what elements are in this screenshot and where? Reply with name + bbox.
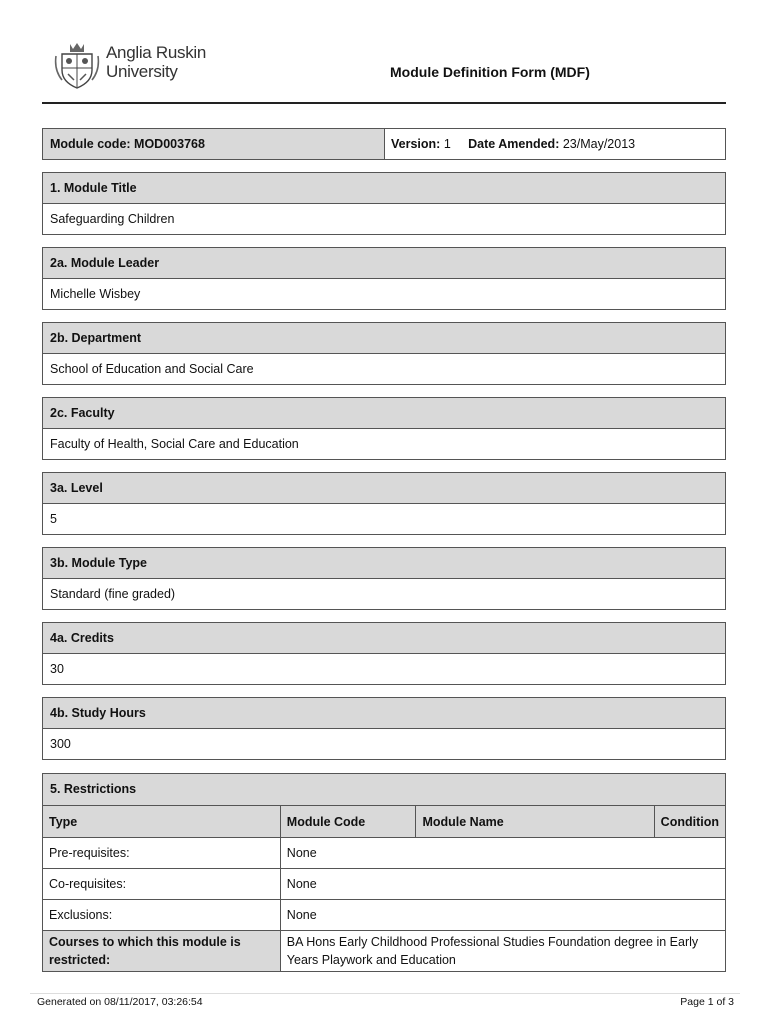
restriction-value: None — [280, 838, 725, 869]
restriction-type: Co-requisites: — [43, 869, 280, 900]
section-heading: 2c. Faculty — [43, 398, 725, 429]
table-row — [43, 869, 725, 900]
section-faculty — [42, 397, 726, 460]
section-heading: 3b. Module Type — [43, 548, 725, 579]
restriction-value: None — [280, 900, 725, 931]
table-header-row — [43, 806, 725, 838]
section-department — [42, 322, 726, 385]
date-amended-value: 23/May/2013 — [562, 137, 636, 151]
section-heading: 4a. Credits — [43, 623, 725, 654]
section-module-leader — [42, 247, 726, 310]
courses-value: BA Hons Early Childhood Professional Studies Foundation degree in Early Years Playwork and Education — [280, 931, 725, 972]
version-value: 1 — [443, 137, 451, 151]
generated-timestamp: Generated on 08/11/2017, 03:26:54 — [37, 996, 203, 1008]
module-code-value: MOD003768 — [134, 137, 205, 151]
module-code-cell — [43, 129, 385, 159]
section-value: Faculty of Health, Social Care and Education — [50, 437, 299, 451]
table-row — [43, 931, 725, 972]
table-row — [43, 900, 725, 931]
section-heading: 4b. Study Hours — [43, 698, 725, 729]
column-header-condition: Condition — [654, 806, 725, 838]
section-heading: 3a. Level — [43, 473, 725, 504]
section-value: 300 — [50, 737, 71, 751]
section-module-title — [42, 172, 726, 235]
version-label: Version: — [391, 137, 441, 151]
date-amended-label: Date Amended: — [468, 137, 560, 151]
version-cell — [385, 129, 635, 159]
restrictions-table — [43, 805, 725, 971]
restriction-value: None — [280, 869, 725, 900]
section-credits — [42, 622, 726, 685]
org-name-line1: Anglia Ruskin — [106, 43, 207, 62]
column-header-type: Type — [43, 806, 280, 838]
university-logo — [54, 40, 224, 90]
section-heading: 1. Module Title — [43, 173, 725, 204]
section-value: Safeguarding Children — [50, 212, 175, 226]
restriction-type: Pre-requisites: — [43, 838, 280, 869]
section-study-hours — [42, 697, 726, 760]
section-heading: 2a. Module Leader — [43, 248, 725, 279]
section-value: 30 — [50, 662, 64, 676]
section-value: 5 — [50, 512, 57, 526]
section-heading: 5. Restrictions — [43, 774, 725, 805]
restriction-type: Exclusions: — [43, 900, 280, 931]
header-divider — [42, 102, 726, 104]
module-code-row — [42, 128, 726, 160]
section-value: Michelle Wisbey — [50, 287, 141, 301]
page-number: Page 1 of 3 — [680, 996, 734, 1008]
section-level — [42, 472, 726, 535]
crest-icon — [54, 40, 100, 90]
section-value: School of Education and Social Care — [50, 362, 254, 376]
section-restrictions — [42, 773, 726, 972]
form-title: Module Definition Form (MDF) — [390, 64, 590, 80]
courses-label: Courses to which this module is restricted: — [43, 931, 280, 972]
org-name-line2: University — [106, 62, 178, 81]
section-heading: 2b. Department — [43, 323, 725, 354]
module-code-label: Module code: — [50, 137, 131, 151]
section-value: Standard (fine graded) — [50, 587, 176, 601]
column-header-module-code: Module Code — [280, 806, 416, 838]
column-header-module-name: Module Name — [416, 806, 654, 838]
section-module-type — [42, 547, 726, 610]
footer-divider — [30, 993, 740, 994]
table-row — [43, 838, 725, 869]
